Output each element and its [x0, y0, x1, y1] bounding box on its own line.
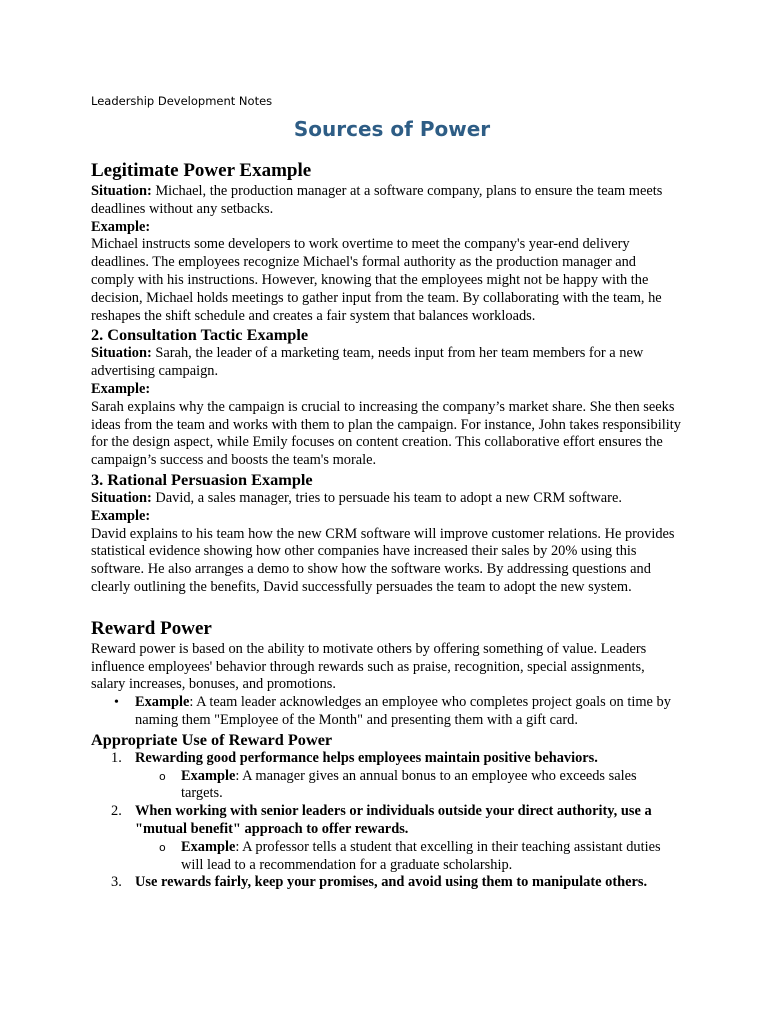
section-heading-rational-persuasion: 3. Rational Persuasion Example [91, 469, 313, 489]
situation-text: Michael, the production manager at a software company, plans to ensure the team meets deadlines without any setbacks. [91, 183, 663, 217]
section-heading-legitimate-power: Legitimate Power Example [91, 160, 312, 181]
example-text: : A manager gives an annual bonus to an employee who exceeds sales targets. [181, 767, 637, 802]
list-item-text: Use rewards fairly, keep your promises, and avoid using them to manipulate others. [135, 874, 648, 891]
document-body [91, 94, 681, 892]
list-item-text: Rewarding good performance helps employees maintain positive behaviors. [135, 749, 598, 766]
section-heading-reward-power: Reward Power [91, 617, 212, 639]
situation-text: Sarah, the leader of a marketing team, needs input from her team members for a new advertising campaign. [91, 345, 644, 380]
list-item-text: When working with senior leaders or individuals outside your direct authority, use a "mutual benefit" approach to offer rewards. [135, 803, 652, 837]
example-label: Example: [91, 218, 151, 235]
example-label: Example [181, 767, 236, 784]
example-text: Michael instructs some developers to work overtime to meet the company's year-end delivery deadlines. The employees recognize Michael's formal authority as the production manager and comply with his instructions. However, knowing that the employees might not be happy with the decision, Michael holds meetings to gather input from the team. By collaborating with the team, he reshapes the shift schedule and creates a fair system that balances workloads. [91, 236, 662, 324]
section-heading-consultation: 2. Consultation Tactic Example [91, 325, 309, 345]
numbered-list [91, 750, 681, 892]
list-number: 3. [111, 874, 122, 891]
situation-text: David, a sales manager, tries to persuade his team to adopt a new CRM software. [151, 489, 622, 506]
situation-label: Situation: [91, 183, 152, 199]
situation-label: Situation: [91, 345, 152, 362]
sub-bullet-marker: o [159, 769, 166, 783]
example-label: Example: [91, 507, 151, 524]
sub-list [135, 768, 681, 804]
sub-list [135, 839, 681, 875]
list-number: 2. [111, 803, 122, 820]
example-label: Example [181, 838, 236, 855]
situation-paragraph [91, 345, 681, 381]
bullet-list [91, 694, 681, 730]
sub-bullet-marker: o [159, 840, 166, 854]
example-text: : A team leader acknowledges an employee who completes project goals on time by naming them "Employee of the Month" and presenting them with a gift card. [135, 694, 671, 728]
example-label: Example: [91, 380, 151, 397]
example-label: Example [135, 694, 190, 711]
example-text: David explains to his team how the new CRM software will improve customer relations. He provides statistical evidence showing how other companies have increased their sales by 20% using this software. He also arranges a demo to show how the software works. By addressing questions and clearly outlining the benefits, David successfully persuades the team to adopt the new system. [91, 525, 675, 595]
reward-intro-paragraph: Reward power is based on the ability to motivate others by offering something of value. Leaders influence employees' behavior through rewards such as praise, recognition, special assignments, salary increases, bonuses, and promotions. [91, 640, 647, 693]
example-text: : A professor tells a student that excelling in their teaching assistant duties will lead to a recommendation for a graduate scholarship. [181, 838, 661, 873]
document-header: Leadership Development Notes [91, 94, 273, 108]
sub-heading-appropriate-use: Appropriate Use of Reward Power [91, 729, 333, 749]
document-title: Sources of Power [293, 117, 491, 141]
example-text: Sarah explains why the campaign is crucial to increasing the company’s market share. She then seeks ideas from the team and works with them to plan the campaign. For instance, John takes responsibility for the design aspect, while Emily focuses on content creation. This collaborative effort ensures the campaign’s success and boosts the team's morale. [91, 398, 681, 469]
situation-paragraph [91, 490, 681, 508]
situation-label: Situation: [91, 489, 152, 506]
list-item [111, 874, 681, 892]
list-item [111, 749, 681, 803]
bullet-marker: • [114, 695, 119, 711]
sub-list-item [159, 767, 681, 804]
sub-list-item [159, 838, 681, 875]
list-item [114, 694, 681, 730]
situation-paragraph [91, 183, 681, 219]
list-number: 1. [111, 749, 122, 766]
list-item [111, 803, 681, 874]
